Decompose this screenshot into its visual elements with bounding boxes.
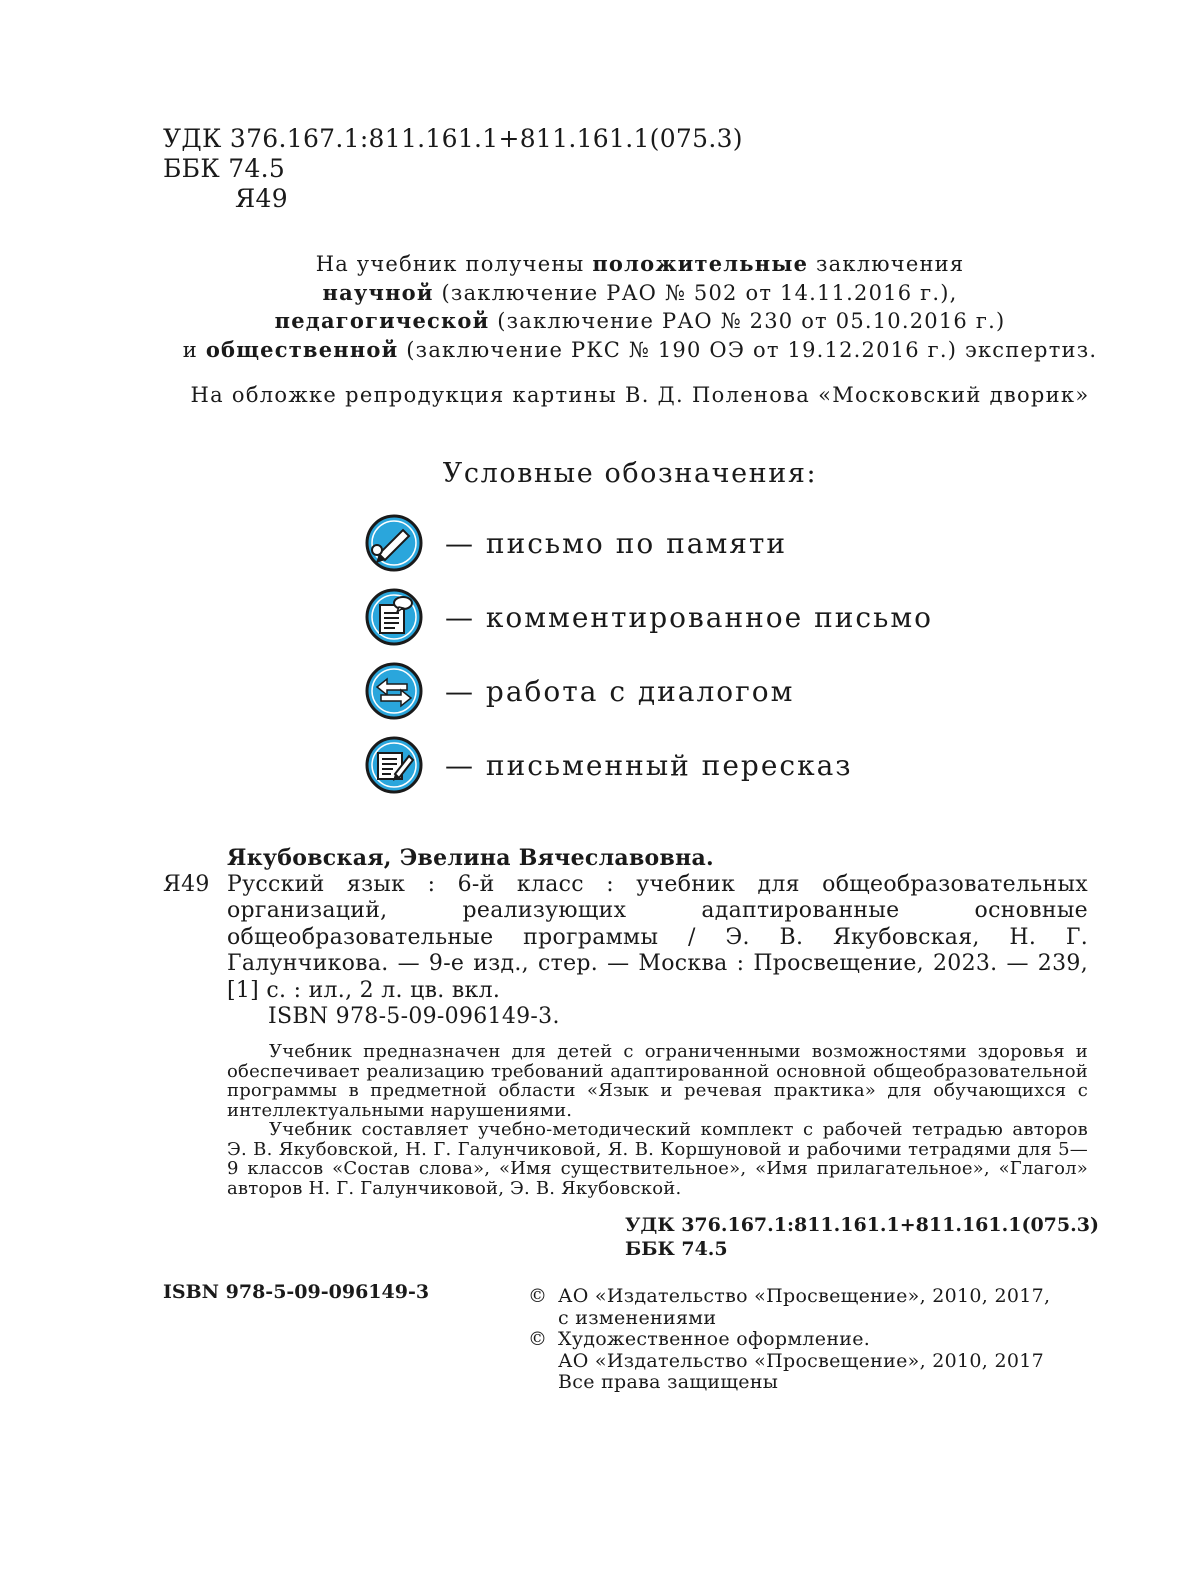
legend-label: — письменный пересказ (445, 748, 853, 782)
annotation (227, 1042, 1088, 1198)
bib-index: Я49 (163, 871, 210, 897)
copyright-symbol: © (528, 1285, 548, 1307)
approval-text: заключения (808, 252, 965, 276)
bib-entry (163, 872, 1088, 1005)
approval-bold: научной (322, 279, 434, 305)
approval-bold: педагогической (274, 308, 490, 333)
bib-description: Русский язык : 6-й класс : учебник для общеобразовательных организаций, реализующих адаптированные основные общеобразовательные программы / Э. В. Якубовская, Н. Г. Галунчикова. — 9-е изд., стер. — Москва : Просвещение, 2023. — 239, [1] с. : ил., 2 л. цв. вкл. (227, 871, 1088, 1003)
approval-text: (заключение РАО № 230 от 05.10.2016 г.) (489, 309, 1006, 333)
approval-text: (заключение РКС № 190 ОЭ от 19.12.2016 г.) экспертиз. (398, 337, 1098, 362)
legend-item-memory-writing (365, 513, 787, 573)
copyright-symbol: © (528, 1328, 548, 1350)
approval-line-1 (100, 250, 1180, 279)
copyright-line: Все права защищены (558, 1371, 779, 1393)
copyright-line (528, 1329, 1088, 1351)
copyright-line (528, 1286, 1088, 1308)
annotation-paragraph: Учебник предназначен для детей с ограниченными возможностями здоровья и обеспечивает реализацию требований адаптированной основной общеобразовательной программы в предметной области «Язык и речевая практика» для обучающихся с интеллектуальными нарушениями. (227, 1041, 1088, 1121)
approval-bold: общественной (205, 336, 399, 362)
approval-line-2 (100, 279, 1180, 308)
approval-text: и (182, 337, 206, 362)
bbk-code: ББК 74.5 (625, 1238, 728, 1260)
copyright-line: АО «Издательство «Просвещение», 2010, 2017 (558, 1349, 1045, 1372)
author-name: Якубовская, Эвелина Вячеславовна. (227, 845, 715, 871)
udk-code: УДК 376.167.1:811.161.1+811.161.1(075.3) (163, 124, 743, 153)
copyright-text: Художественное оформление. (558, 1328, 871, 1350)
approval-bold: положительные (592, 251, 809, 276)
notepad-speech-icon (365, 588, 423, 646)
legend-item-dialogue-work (365, 661, 794, 721)
approval-line-4 (100, 336, 1180, 365)
isbn-bottom: ISBN 978-5-09-096149-3 (163, 1281, 430, 1303)
legend-title: Условные обозначения: (442, 458, 818, 489)
annotation-paragraph: Учебник составляет учебно-методический комплект с рабочей тетрадью авторов Э. В. Якубовской, Н. Г. Галунчиковой, Я. В. Коршуновой и рабочими тетрадями для 5—9 классов «Состав слова», «Имя существительное», «Имя прилагательное», «Глагол» авторов Н. Г. Галунчиковой, Э. В. Якубовской. (227, 1119, 1088, 1199)
copyright-block (528, 1286, 1088, 1394)
approval-text: (заключение РАО № 502 от 14.11.2016 г.), (433, 280, 958, 305)
pen-writing-icon (365, 514, 423, 572)
bbk-code: ББК 74.5 (163, 154, 286, 183)
legend-label: — письмо по памяти (445, 526, 788, 560)
swap-arrows-icon (365, 662, 423, 720)
legend-item-commented-writing (365, 587, 933, 647)
author-mark: Я49 (235, 184, 288, 213)
approval-line-3 (100, 307, 1180, 336)
legend-label: — работа с диалогом (445, 674, 795, 708)
copyright-text: АО «Издательство «Просвещение», 2010, 2017, (558, 1285, 1051, 1307)
cover-note: На обложке репродукция картины В. Д. Поленова «Московский дворик» (190, 383, 1090, 407)
udk-block-top (163, 124, 743, 214)
udk-block-bottom (625, 1213, 1099, 1261)
notepad-pencil-icon (365, 736, 423, 794)
approval-text: На учебник получены (315, 252, 593, 276)
copyright-line: с изменениями (558, 1306, 717, 1329)
approval-statement (100, 250, 1180, 364)
bib-isbn: ISBN 978-5-09-096149-3. (268, 1004, 560, 1029)
bibliographic-record (163, 845, 1088, 1031)
legend-item-written-retelling (365, 735, 853, 795)
legend-label: — комментированное письмо (445, 600, 933, 634)
udk-code: УДК 376.167.1:811.161.1+811.161.1(075.3) (625, 1214, 1099, 1236)
